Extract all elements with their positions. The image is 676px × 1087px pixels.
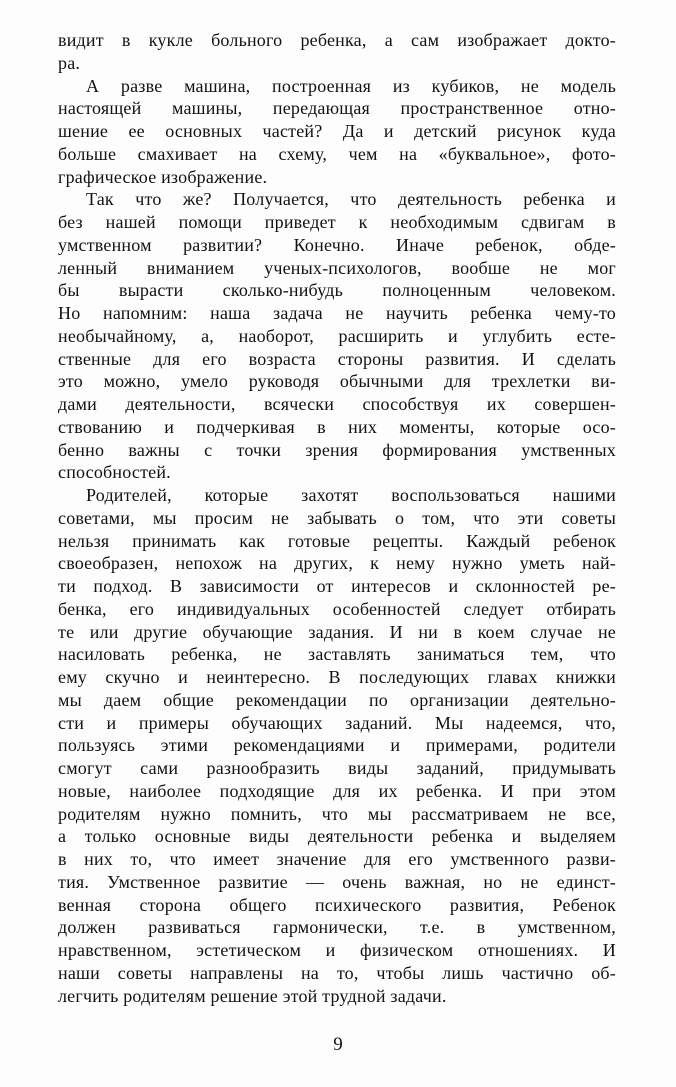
text-line: легчить родителям решение этой трудной задачи. bbox=[58, 985, 447, 1006]
text-line: новые, наиболее подходящие для их ребенка. И при этом bbox=[58, 780, 616, 801]
text-line: ленный вниманием ученых-психологов, вообше не мог bbox=[58, 257, 616, 278]
text-line: нельзя принимать как готовые рецепты. Каждый ребенок bbox=[58, 530, 616, 551]
text-line: видит в кукле больного ребенка, а сам изображает докто- bbox=[58, 30, 616, 50]
text-line: ственные для его возраста стороны развития. И сделать bbox=[58, 348, 616, 369]
page-number: 9 bbox=[333, 1034, 343, 1055]
text-line: венная сторона общего психического развития, Ребенок bbox=[58, 894, 616, 915]
text-line: мы даем общие рекомендации по организации деятельно- bbox=[58, 689, 616, 710]
text-line: а только основные виды деятельности ребенка и выделяем bbox=[58, 826, 616, 847]
text-line: ти подход. В зависимости от интересов и склонностей ре- bbox=[58, 576, 616, 596]
text-line: ему скучно и неинтересно. В последующих главах книжки bbox=[58, 667, 616, 687]
text-line: бы вырасти сколько-нибудь полноценным человеком. bbox=[58, 280, 616, 301]
text-line: умственном развитии? Конечно. Иначе ребенок, обде- bbox=[58, 234, 616, 255]
text-line: необычайному, а, наоборот, расширить и углубить есте- bbox=[58, 325, 616, 346]
text-line: тия. Умственное развитие — очень важная, но не единст- bbox=[58, 871, 616, 892]
text-line: это можно, умело руководя обычными для трехлетки ви- bbox=[58, 371, 616, 392]
text-line: должен развиваться гармонически, т.е. в умственном, bbox=[58, 917, 616, 938]
body-text bbox=[58, 29, 616, 1007]
text-line: Но напомним: наша задача не научить ребенка чему-то bbox=[58, 303, 616, 323]
text-line: родителям нужно помнить, что мы рассматриваем не все, bbox=[58, 803, 616, 824]
text-line: нравственном, эстетическом и физическом отношениях. И bbox=[58, 940, 616, 960]
text-line: ра. bbox=[58, 52, 81, 73]
text-line: А разве машина, построенная из кубиков, не модель bbox=[86, 75, 616, 96]
text-line: сти и примеры обучающих заданий. Мы надеемся, что, bbox=[58, 712, 616, 733]
text-line: смогут сами разнообразить виды заданий, придумывать bbox=[58, 758, 616, 778]
text-line: в них то, что имеет значение для его умственного разви- bbox=[58, 849, 616, 869]
text-line: настоящей машины, передающая пространственное отно- bbox=[58, 98, 616, 119]
text-line: бенно важны с точки зрения формирования умственных bbox=[58, 439, 616, 460]
text-line: насиловать ребенка, не заставлять заниматься тем, что bbox=[58, 644, 616, 665]
text-line: своеобразен, непохож на других, к нему нужно уметь най- bbox=[58, 553, 616, 574]
text-line: Так что же? Получается, что деятельность ребенка и bbox=[86, 189, 616, 210]
text-line: ствованию и подчеркивая в них моменты, которые осо- bbox=[58, 416, 616, 437]
text-line: Родителей, которые захотят воспользоваться нашими bbox=[86, 485, 616, 505]
text-line: больше смахивает на схему, чем на «буквальное», фото- bbox=[58, 143, 616, 164]
text-line: графическое изображение. bbox=[58, 166, 268, 187]
text-line: бенка, его индивидуальных особенностей следует отбирать bbox=[58, 598, 616, 619]
text-line: без нашей помощи приведет к необходимым сдвигам в bbox=[58, 212, 616, 232]
text-line: те или другие обучающие задания. И ни в коем случае не bbox=[58, 621, 616, 642]
text-line: дами деятельности, всячески способствуя их совершен- bbox=[58, 394, 616, 414]
text-line: советами, мы просим не забывать о том, что эти советы bbox=[58, 507, 616, 528]
text-line: наши советы направлены на то, чтобы лишь частично об- bbox=[58, 962, 616, 983]
text-line: способностей. bbox=[58, 462, 171, 483]
text-line: шение ее основных частей? Да и детский рисунок куда bbox=[58, 121, 616, 141]
text-line: пользуясь этими рекомендациями и примерами, родители bbox=[58, 735, 616, 756]
